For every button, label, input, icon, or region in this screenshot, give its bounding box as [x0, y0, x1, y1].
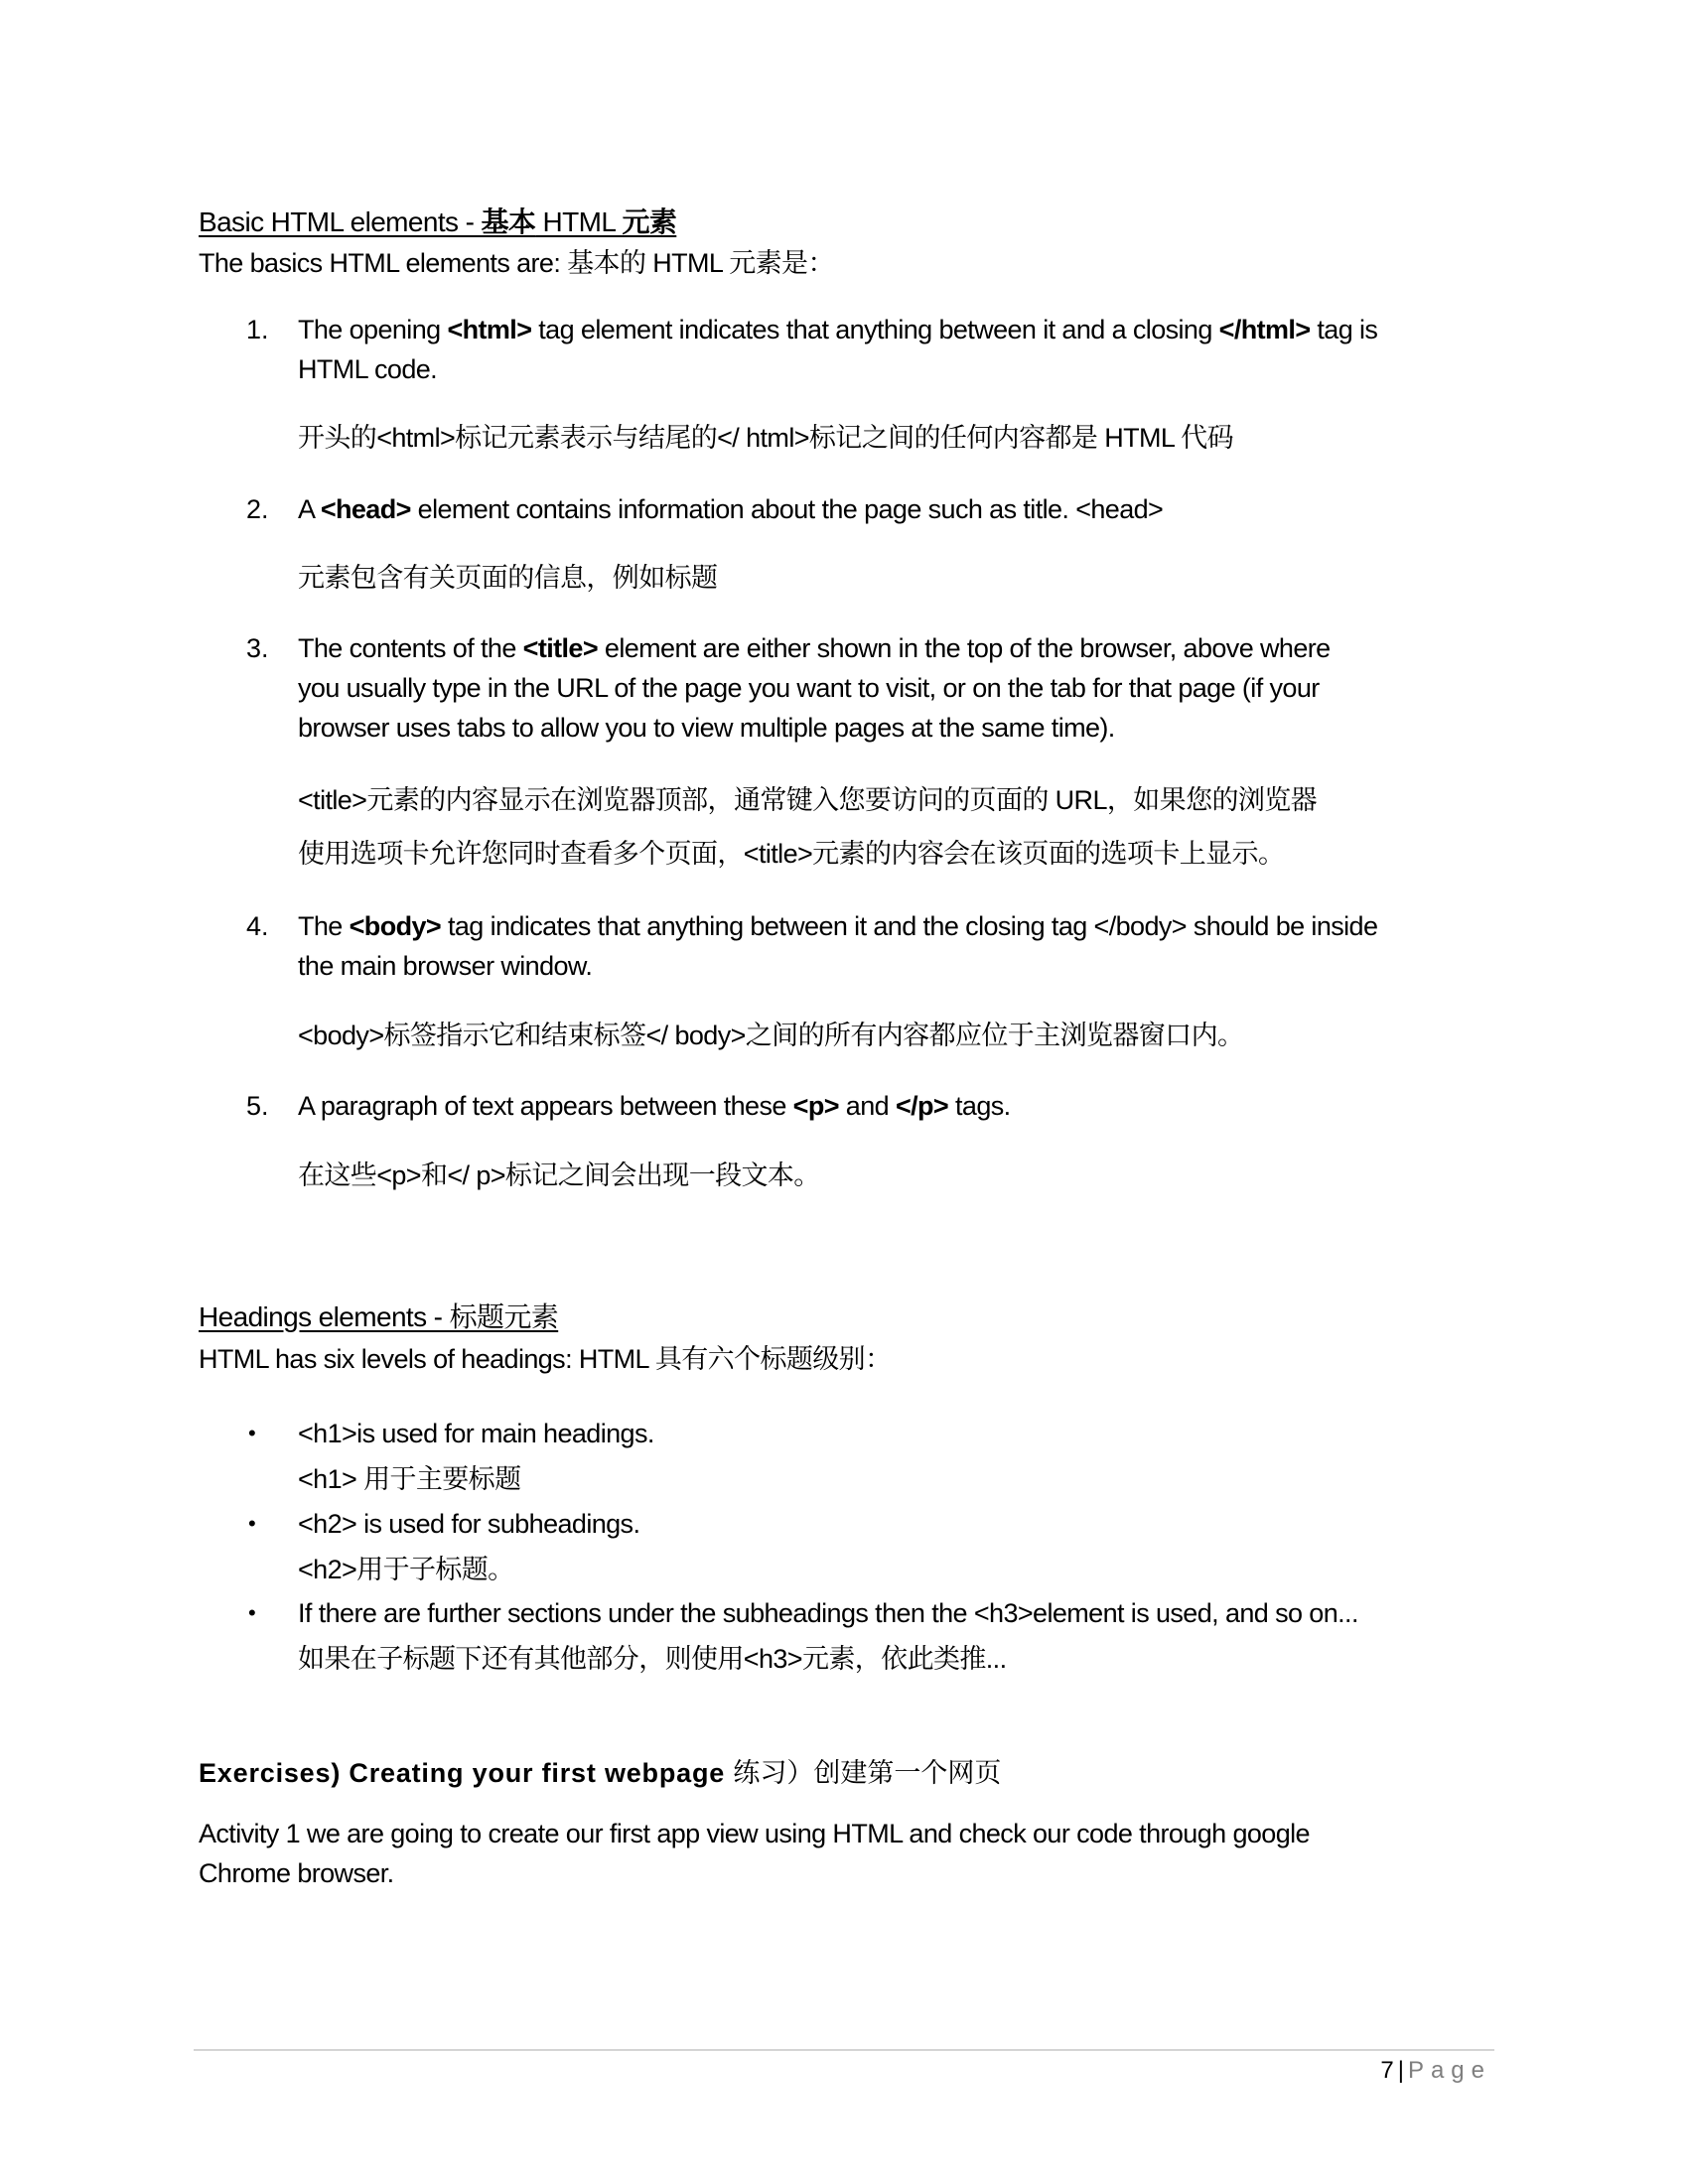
list-number: 3.: [246, 633, 269, 663]
section-intro: HTML has six levels of headings: HTML 具有六个标题级别：: [199, 1344, 892, 1374]
text-span: The opening: [298, 315, 448, 344]
item-text-en: [298, 1086, 1011, 1126]
text-span: tag indicates that anything between it and the closing tag </body> should be inside: [441, 911, 1378, 941]
item-text-zh: 开头的<html>标记元素表示与结尾的</ html>标记之间的任何内容都是 HTML 代码: [298, 423, 1233, 453]
footer-separator: |: [1397, 2057, 1404, 2084]
bullet-icon: •: [248, 1600, 256, 1625]
code-tag: <p>: [792, 1091, 839, 1121]
text-span: The contents of the: [298, 633, 523, 663]
heading-en: Basic HTML elements -: [199, 206, 482, 237]
text-span: tag is: [1310, 315, 1378, 344]
text-span: tags.: [948, 1091, 1011, 1121]
page-footer: [1380, 2057, 1491, 2085]
exercise-paragraph-line2: Chrome browser.: [199, 1858, 394, 1888]
bullet-text-en: <h2> is used for subheadings.: [298, 1509, 640, 1539]
bullet-text-en: <h1>is used for main headings.: [298, 1419, 654, 1448]
heading-zh-2: 元素: [622, 206, 677, 237]
exercise-heading-zh: 练习）创建第一个网页: [733, 1758, 1002, 1788]
section-heading-basic-html: [199, 201, 676, 240]
item-text-en-line3: browser uses tabs to allow you to view multiple pages at the same time).: [298, 713, 1115, 743]
item-text-en-line2: HTML code.: [298, 354, 438, 384]
page-number: 7: [1380, 2057, 1394, 2084]
bullet-text-zh: <h2>用于子标题。: [298, 1555, 514, 1584]
list-number: 2.: [246, 494, 269, 524]
item-text-en: [298, 489, 1163, 529]
heading-zh: 基本: [481, 206, 536, 237]
text-span: The: [298, 911, 350, 941]
bullet-text-zh: <h1> 用于主要标题: [298, 1464, 521, 1494]
code-tag: </html>: [1218, 315, 1311, 344]
list-number: 1.: [246, 315, 269, 344]
list-number: 4.: [246, 911, 269, 941]
item-text-en: [298, 906, 1377, 946]
item-text-en-line2: you usually type in the URL of the page you want to visit, or on the tab for that page (if your: [298, 673, 1320, 703]
section-intro: The basics HTML elements are: 基本的 HTML 元素是：: [199, 248, 834, 278]
item-text-en: [298, 628, 1331, 668]
code-tag: <html>: [447, 315, 532, 344]
heading-mid: HTML: [535, 206, 623, 237]
text-span: and: [838, 1091, 896, 1121]
text-span: A paragraph of text appears between these: [298, 1091, 793, 1121]
item-text-zh: 在这些<p>和</ p>标记之间会出现一段文本。: [298, 1160, 820, 1190]
exercise-heading: [199, 1751, 1001, 1790]
list-number: 5.: [246, 1091, 269, 1121]
text-span: element are either shown in the top of the browser, above where: [598, 633, 1331, 663]
code-tag: <head>: [320, 494, 411, 524]
exercise-heading-en: Exercises) Creating your first webpage: [199, 1758, 734, 1788]
exercise-paragraph-line1: Activity 1 we are going to create our first app view using HTML and check our code through google: [199, 1819, 1310, 1848]
item-text-zh: <body>标签指示它和结束标签</ body>之间的所有内容都应位于主浏览器窗口内。: [298, 1021, 1244, 1050]
footer-divider: [194, 2049, 1494, 2051]
item-text-zh-line2: 使用选项卡允许您同时查看多个页面，<title>元素的内容会在该页面的选项卡上显示。: [298, 839, 1285, 869]
page-label: Page: [1407, 2057, 1491, 2084]
item-text-zh: 元素包含有关页面的信息，例如标题: [298, 563, 718, 593]
section-heading-headings: Headings elements - 标题元素: [199, 1301, 559, 1332]
item-text-en-line2: the main browser window.: [298, 951, 593, 981]
text-span: A: [298, 494, 321, 524]
bullet-text-zh: 如果在子标题下还有其他部分，则使用<h3>元素，依此类推...: [298, 1644, 1007, 1674]
text-span: element contains information about the page such as title. <head>: [410, 494, 1164, 524]
bullet-icon: •: [248, 1421, 256, 1445]
item-text-en: [298, 310, 1377, 349]
code-tag: <title>: [522, 633, 598, 663]
item-text-zh-line1: <title>元素的内容显示在浏览器顶部，通常键入您要访问的页面的 URL，如果您的浏览器: [298, 785, 1318, 815]
bullet-icon: •: [248, 1511, 256, 1536]
code-tag: </p>: [895, 1091, 949, 1121]
bullet-text-en: If there are further sections under the subheadings then the <h3>element is used, and so on...: [298, 1598, 1358, 1628]
text-span: tag element indicates that anything between it and a closing: [531, 315, 1219, 344]
code-tag: <body>: [349, 911, 442, 941]
